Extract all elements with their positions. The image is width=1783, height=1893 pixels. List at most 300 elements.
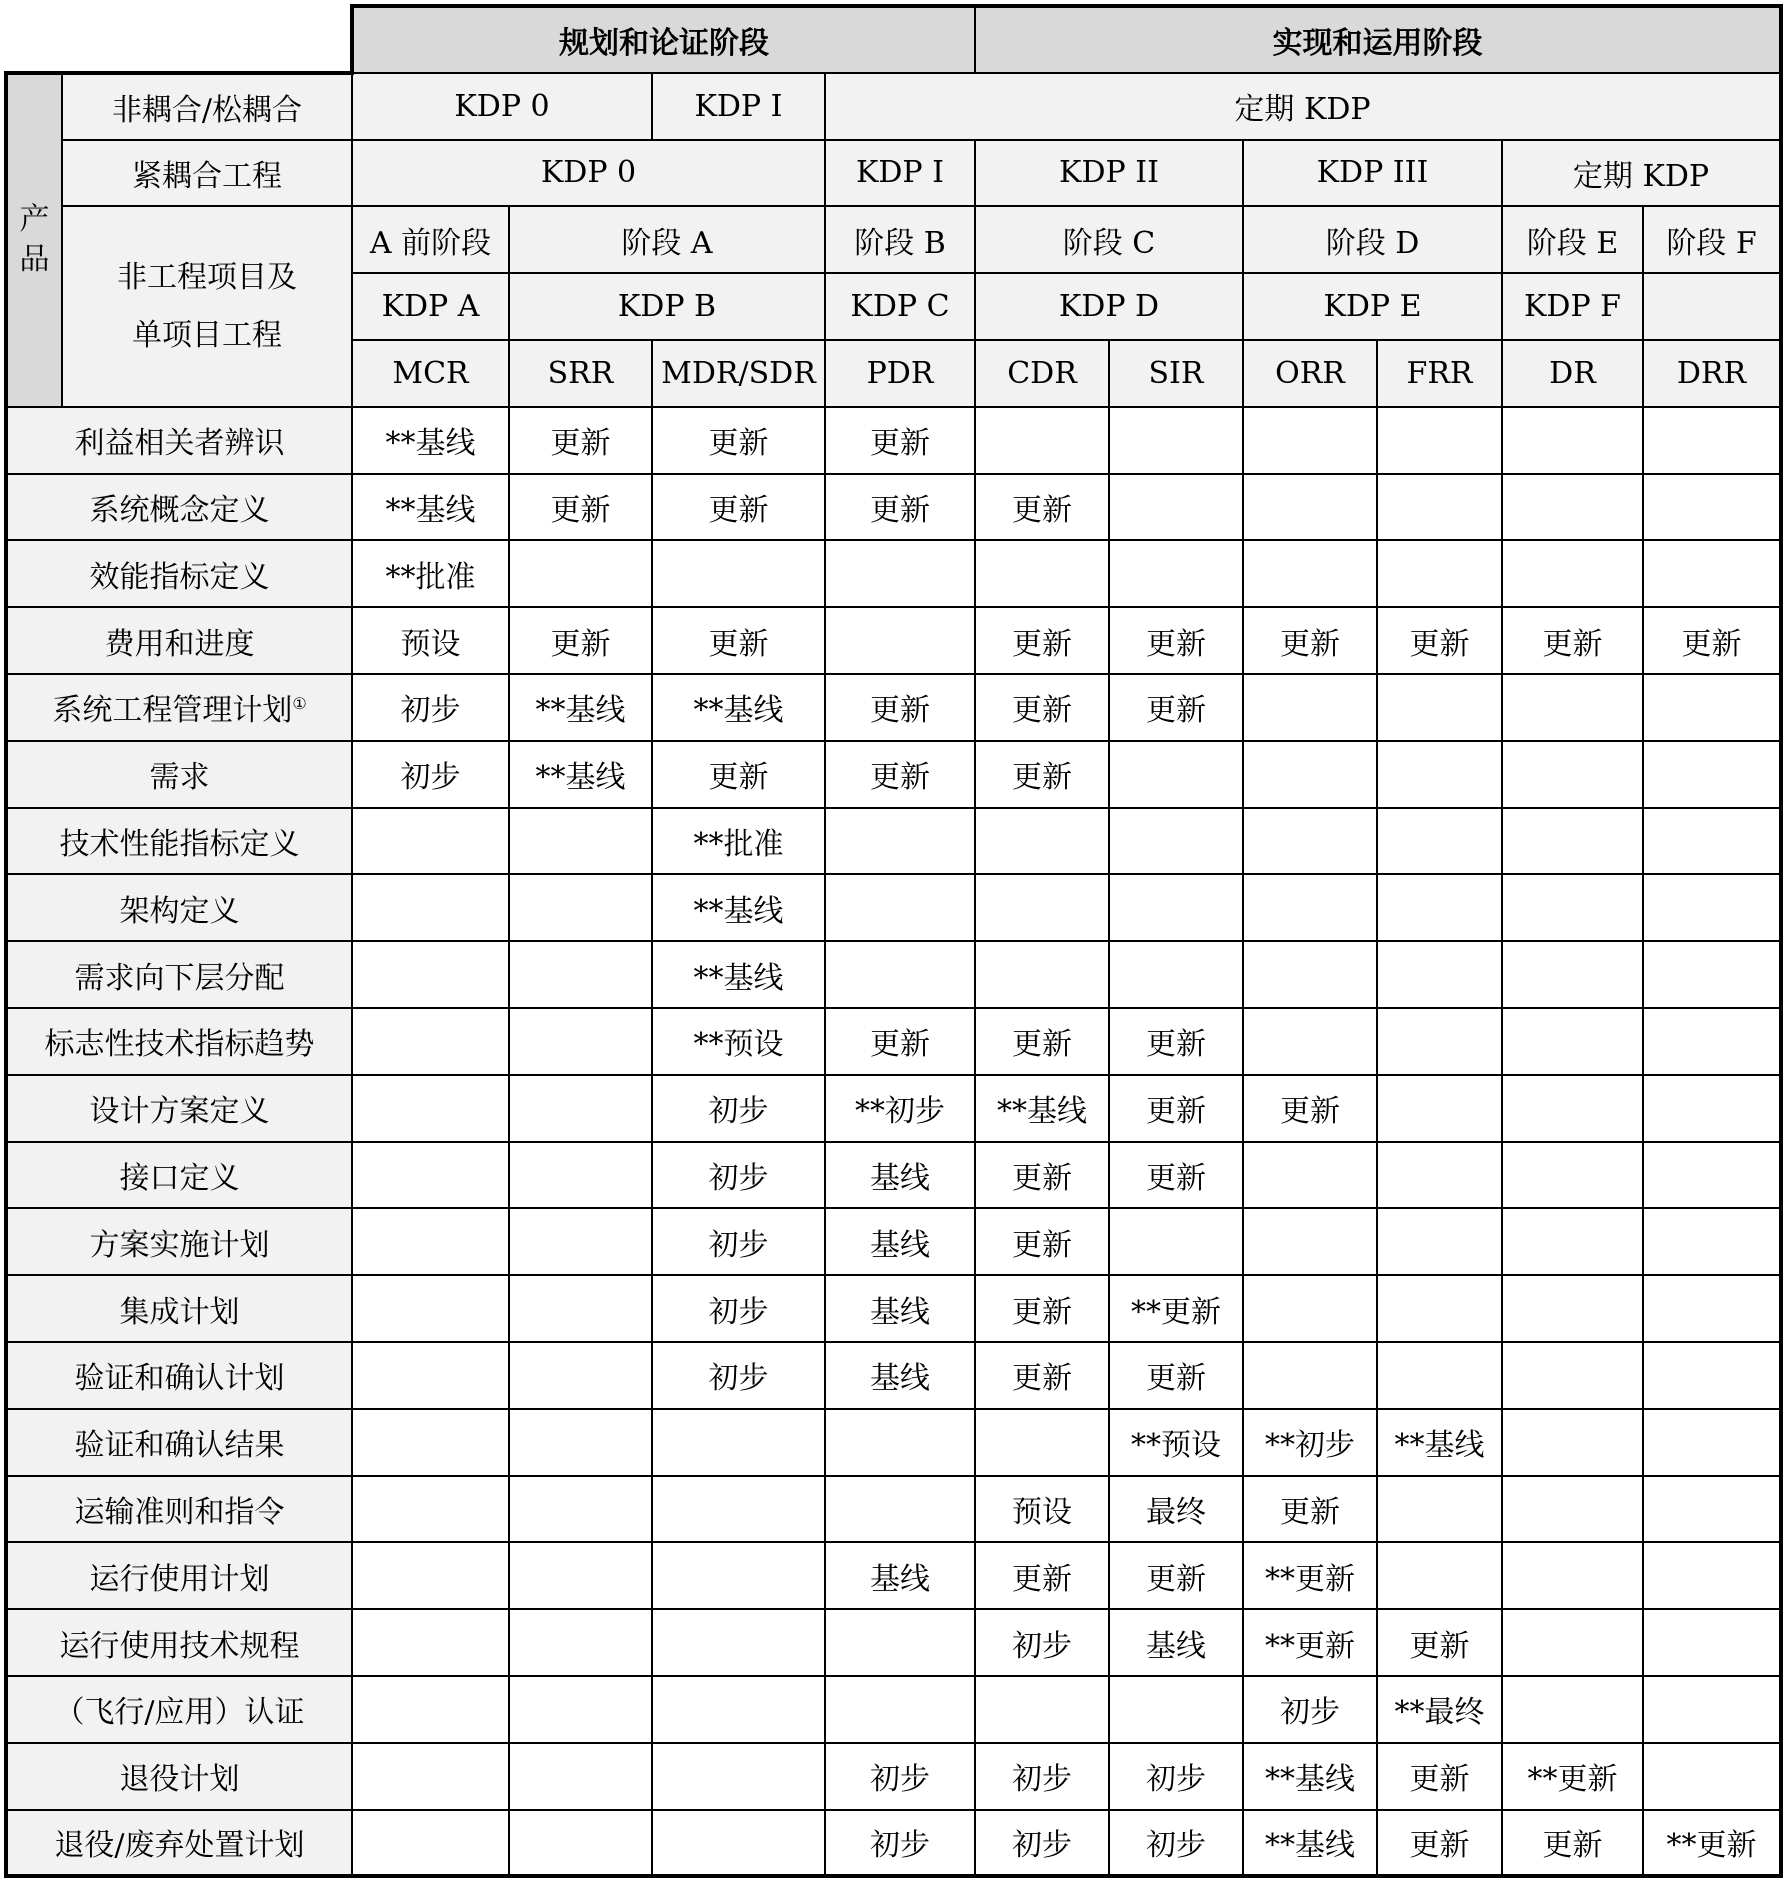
cell-cdr	[975, 941, 1109, 1008]
cell-sir	[1109, 874, 1243, 941]
cell-srr	[509, 1075, 652, 1142]
cell-dr	[1502, 674, 1643, 741]
cell-orr: **更新	[1243, 1542, 1377, 1609]
cell-pdr: 更新	[825, 674, 975, 741]
row-label-text: 费用和进度	[104, 626, 255, 662]
table-row	[6, 674, 1781, 741]
cell-cdr: 更新	[975, 741, 1109, 808]
kdp-blank	[1643, 273, 1781, 340]
cell-orr	[1243, 474, 1377, 541]
cell-srr	[509, 874, 652, 941]
cell-dr	[1502, 1609, 1643, 1676]
cell-pdr: 更新	[825, 407, 975, 474]
row-label	[6, 1542, 352, 1609]
cell-pdr: 基线	[825, 1208, 975, 1275]
row-label	[6, 874, 352, 941]
cell-dr: 更新	[1502, 1810, 1643, 1877]
table-row	[6, 1275, 1781, 1342]
cell-dr	[1502, 1476, 1643, 1543]
cell-orr	[1243, 1208, 1377, 1275]
cell-srr: 更新	[509, 474, 652, 541]
kdp-e: KDP E	[1243, 273, 1502, 340]
cell-srr	[509, 1008, 652, 1075]
row-label-text: 退役计划	[119, 1762, 240, 1798]
cell-dr: **更新	[1502, 1743, 1643, 1810]
cell-mcr	[352, 1676, 509, 1743]
table-row	[6, 874, 1781, 941]
cell-frr	[1377, 1275, 1502, 1342]
product-char-2: 品	[19, 242, 50, 278]
review-mcr: MCR	[352, 340, 509, 407]
cell-mdr-sdr: 更新	[652, 607, 825, 674]
cell-pdr	[825, 1609, 975, 1676]
cell-srr	[509, 1609, 652, 1676]
cell-pdr: 更新	[825, 1008, 975, 1075]
cell-srr	[509, 540, 652, 607]
cell-srr	[509, 808, 652, 875]
cell-srr: 更新	[509, 607, 652, 674]
cell-pdr: 更新	[825, 474, 975, 541]
cell-sir: **预设	[1109, 1409, 1243, 1476]
cell-mcr	[352, 1008, 509, 1075]
cell-frr	[1377, 1342, 1502, 1409]
cell-srr	[509, 1743, 652, 1810]
cell-frr	[1377, 874, 1502, 941]
cell-mdr-sdr: 初步	[652, 1075, 825, 1142]
row-label-text: 退役/废弃处置计划	[54, 1828, 305, 1864]
cell-sir	[1109, 474, 1243, 541]
cell-cdr	[975, 1409, 1109, 1476]
phase-c: 阶段 C	[975, 206, 1243, 273]
table-row	[6, 1609, 1781, 1676]
cell-srr	[509, 941, 652, 1008]
cell-orr: 更新	[1243, 607, 1377, 674]
cell-orr	[1243, 941, 1377, 1008]
cell-srr	[509, 1142, 652, 1209]
review-cdr: CDR	[975, 340, 1109, 407]
cell-sir: 更新	[1109, 607, 1243, 674]
row-label-text: 利益相关者辨识	[74, 426, 285, 462]
row-label	[6, 1008, 352, 1075]
cell-frr	[1377, 407, 1502, 474]
kdp-a: KDP A	[352, 273, 509, 340]
cell-sir: 基线	[1109, 1609, 1243, 1676]
row-label-text: （飞行/应用）认证	[54, 1695, 305, 1731]
cell-frr	[1377, 474, 1502, 541]
cell-pdr	[825, 607, 975, 674]
cell-orr	[1243, 808, 1377, 875]
loose-periodic-kdp: 定期 KDP	[825, 73, 1781, 140]
cell-mcr	[352, 1342, 509, 1409]
table-row	[6, 1142, 1781, 1209]
cell-frr	[1377, 741, 1502, 808]
row-label-text: 验证和确认计划	[74, 1361, 285, 1397]
cell-mcr	[352, 874, 509, 941]
cell-frr	[1377, 540, 1502, 607]
cell-frr: 更新	[1377, 607, 1502, 674]
row-label	[6, 1609, 352, 1676]
review-mdr-sdr: MDR/SDR	[652, 340, 825, 407]
row-label-text: 运行使用计划	[89, 1561, 270, 1597]
cell-frr: 更新	[1377, 1810, 1502, 1877]
table-row	[6, 1342, 1781, 1409]
table-row	[6, 407, 1781, 474]
table-row	[6, 1476, 1781, 1543]
cell-pdr	[825, 540, 975, 607]
cell-drr	[1643, 1409, 1781, 1476]
review-sir: SIR	[1109, 340, 1243, 407]
cell-sir	[1109, 407, 1243, 474]
cell-cdr	[975, 1676, 1109, 1743]
cell-mdr-sdr: 更新	[652, 474, 825, 541]
row-label	[6, 1810, 352, 1877]
cell-cdr: 更新	[975, 1542, 1109, 1609]
table-row	[6, 1008, 1781, 1075]
row-label	[6, 1142, 352, 1209]
row-label-text: 接口定义	[119, 1160, 240, 1196]
row-label-text: 架构定义	[119, 893, 240, 929]
cell-pdr: **初步	[825, 1075, 975, 1142]
row-label	[6, 1409, 352, 1476]
footnote-marker: ①	[292, 694, 307, 714]
review-pdr: PDR	[825, 340, 975, 407]
cell-dr	[1502, 941, 1643, 1008]
row-label-text: 效能指标定义	[89, 559, 270, 595]
cell-dr	[1502, 407, 1643, 474]
cell-cdr: 初步	[975, 1609, 1109, 1676]
phase-row	[6, 206, 1781, 273]
cell-mdr-sdr: **基线	[652, 674, 825, 741]
cell-mcr	[352, 1810, 509, 1877]
cell-cdr	[975, 874, 1109, 941]
cell-cdr	[975, 407, 1109, 474]
cell-sir: **更新	[1109, 1275, 1243, 1342]
realization-stage-header: 实现和运用阶段	[975, 6, 1781, 73]
cell-orr	[1243, 674, 1377, 741]
loose-coupling-row	[6, 73, 1781, 140]
cell-orr: **基线	[1243, 1743, 1377, 1810]
row-label-text: 技术性能指标定义	[59, 826, 300, 862]
cell-mdr-sdr: **基线	[652, 874, 825, 941]
cell-drr	[1643, 808, 1781, 875]
cell-mcr	[352, 808, 509, 875]
cell-orr: **更新	[1243, 1609, 1377, 1676]
row-label-text: 系统概念定义	[89, 492, 270, 528]
cell-mdr-sdr	[652, 1409, 825, 1476]
cell-mcr	[352, 1542, 509, 1609]
row-label	[6, 741, 352, 808]
cell-cdr: 更新	[975, 1342, 1109, 1409]
cell-drr	[1643, 1542, 1781, 1609]
cell-mdr-sdr	[652, 1676, 825, 1743]
cell-mcr: **基线	[352, 474, 509, 541]
cell-mdr-sdr: 初步	[652, 1342, 825, 1409]
cell-frr	[1377, 1008, 1502, 1075]
table-row	[6, 941, 1781, 1008]
cell-mdr-sdr: 更新	[652, 741, 825, 808]
cell-cdr: 更新	[975, 1142, 1109, 1209]
cell-drr	[1643, 1342, 1781, 1409]
cell-drr	[1643, 674, 1781, 741]
cell-pdr: 基线	[825, 1275, 975, 1342]
row-label	[6, 474, 352, 541]
row-label	[6, 607, 352, 674]
cell-pdr: 初步	[825, 1810, 975, 1877]
cell-drr	[1643, 741, 1781, 808]
cell-cdr: 更新	[975, 1275, 1109, 1342]
cell-mcr	[352, 1743, 509, 1810]
cell-sir	[1109, 808, 1243, 875]
cell-mcr	[352, 1275, 509, 1342]
cell-sir: 初步	[1109, 1743, 1243, 1810]
cell-drr	[1643, 407, 1781, 474]
cell-orr	[1243, 1008, 1377, 1075]
loose-kdp-1: KDP I	[652, 73, 825, 140]
cell-frr: 更新	[1377, 1743, 1502, 1810]
cell-cdr: **基线	[975, 1075, 1109, 1142]
product-char-1: 产	[19, 202, 50, 238]
table-row	[6, 1409, 1781, 1476]
cell-mdr-sdr: **批准	[652, 808, 825, 875]
cell-srr: **基线	[509, 741, 652, 808]
cell-srr	[509, 1342, 652, 1409]
phase-a: 阶段 A	[509, 206, 825, 273]
row-label-text: 标志性技术指标趋势	[44, 1027, 315, 1063]
cell-pdr	[825, 941, 975, 1008]
table-row	[6, 741, 1781, 808]
tight-kdp-1: KDP I	[825, 140, 975, 207]
cell-mdr-sdr: **基线	[652, 941, 825, 1008]
project-type-single-line1: 非工程项目及	[117, 259, 297, 295]
cell-drr	[1643, 1476, 1781, 1543]
cell-cdr: 预设	[975, 1476, 1109, 1543]
cell-cdr: 初步	[975, 1810, 1109, 1877]
cell-cdr: 更新	[975, 607, 1109, 674]
cell-mcr	[352, 941, 509, 1008]
cell-dr	[1502, 1142, 1643, 1209]
cell-sir	[1109, 540, 1243, 607]
cell-drr: **更新	[1643, 1810, 1781, 1877]
cell-drr	[1643, 941, 1781, 1008]
row-label	[6, 808, 352, 875]
review-drr: DRR	[1643, 340, 1781, 407]
cell-orr	[1243, 407, 1377, 474]
cell-mdr-sdr: **预设	[652, 1008, 825, 1075]
cell-drr: 更新	[1643, 607, 1781, 674]
cell-mdr-sdr	[652, 1542, 825, 1609]
phase-b: 阶段 B	[825, 206, 975, 273]
cell-srr	[509, 1409, 652, 1476]
cell-orr: **基线	[1243, 1810, 1377, 1877]
cell-cdr: 更新	[975, 1208, 1109, 1275]
cell-mcr: **批准	[352, 540, 509, 607]
row-label	[6, 407, 352, 474]
cell-frr	[1377, 1142, 1502, 1209]
review-srr: SRR	[509, 340, 652, 407]
cell-sir: 最终	[1109, 1476, 1243, 1543]
cell-dr	[1502, 1676, 1643, 1743]
project-type-loose: 非耦合/松耦合	[62, 73, 352, 140]
cell-drr	[1643, 874, 1781, 941]
table-row	[6, 1676, 1781, 1743]
cell-sir: 更新	[1109, 1008, 1243, 1075]
cell-sir	[1109, 941, 1243, 1008]
table-row	[6, 808, 1781, 875]
cell-mcr: **基线	[352, 407, 509, 474]
cell-sir	[1109, 1208, 1243, 1275]
row-label	[6, 1743, 352, 1810]
kdp-f: KDP F	[1502, 273, 1643, 340]
cell-mdr-sdr	[652, 1810, 825, 1877]
kdp-product-table	[4, 4, 1783, 1878]
cell-orr	[1243, 1142, 1377, 1209]
row-label-text: 需求	[149, 760, 210, 796]
cell-mcr: 预设	[352, 607, 509, 674]
cell-pdr	[825, 874, 975, 941]
cell-mcr	[352, 1075, 509, 1142]
cell-frr: **最终	[1377, 1676, 1502, 1743]
cell-cdr	[975, 540, 1109, 607]
cell-drr	[1643, 1008, 1781, 1075]
cell-mcr: 初步	[352, 741, 509, 808]
cell-pdr: 更新	[825, 741, 975, 808]
cell-drr	[1643, 1208, 1781, 1275]
row-label-text: 运行使用技术规程	[59, 1628, 300, 1664]
product-label	[6, 73, 62, 407]
row-label	[6, 674, 352, 741]
cell-orr	[1243, 874, 1377, 941]
kdp-b: KDP B	[509, 273, 825, 340]
cell-dr	[1502, 1342, 1643, 1409]
cell-pdr: 初步	[825, 1743, 975, 1810]
cell-frr	[1377, 808, 1502, 875]
cell-orr: 初步	[1243, 1676, 1377, 1743]
cell-pdr	[825, 1676, 975, 1743]
cell-sir: 更新	[1109, 1342, 1243, 1409]
kdp-c: KDP C	[825, 273, 975, 340]
cell-pdr: 基线	[825, 1542, 975, 1609]
row-label	[6, 540, 352, 607]
cell-dr: 更新	[1502, 607, 1643, 674]
cell-frr	[1377, 1208, 1502, 1275]
row-label-text: 运输准则和指令	[74, 1494, 285, 1530]
row-label-text: 系统工程管理计划	[52, 693, 293, 729]
cell-dr	[1502, 1008, 1643, 1075]
project-type-tight: 紧耦合工程	[62, 140, 352, 207]
row-label	[6, 941, 352, 1008]
cell-dr	[1502, 1542, 1643, 1609]
row-label	[6, 1476, 352, 1543]
table-row	[6, 1810, 1781, 1877]
cell-pdr	[825, 1476, 975, 1543]
row-label	[6, 1342, 352, 1409]
cell-mdr-sdr	[652, 1476, 825, 1543]
planning-stage-header: 规划和论证阶段	[352, 6, 975, 73]
phase-e: 阶段 E	[1502, 206, 1643, 273]
phase-pre-a: A 前阶段	[352, 206, 509, 273]
cell-srr	[509, 1476, 652, 1543]
cell-drr	[1643, 1676, 1781, 1743]
row-label-text: 设计方案定义	[89, 1094, 270, 1130]
cell-dr	[1502, 1275, 1643, 1342]
cell-mcr	[352, 1142, 509, 1209]
tight-kdp-3: KDP III	[1243, 140, 1502, 207]
table-row	[6, 540, 1781, 607]
row-label	[6, 1275, 352, 1342]
cell-mdr-sdr	[652, 1743, 825, 1810]
row-label	[6, 1075, 352, 1142]
cell-sir: 更新	[1109, 674, 1243, 741]
cell-frr	[1377, 1075, 1502, 1142]
table-row	[6, 1075, 1781, 1142]
cell-sir	[1109, 741, 1243, 808]
review-orr: ORR	[1243, 340, 1377, 407]
cell-dr	[1502, 540, 1643, 607]
review-frr: FRR	[1377, 340, 1502, 407]
cell-dr	[1502, 741, 1643, 808]
cell-mcr	[352, 1609, 509, 1676]
tight-periodic-kdp: 定期 KDP	[1502, 140, 1781, 207]
row-label-text: 需求向下层分配	[74, 960, 285, 996]
cell-cdr: 初步	[975, 1743, 1109, 1810]
stage-header-row	[6, 6, 1781, 73]
cell-orr	[1243, 1342, 1377, 1409]
cell-mdr-sdr: 初步	[652, 1275, 825, 1342]
cell-dr	[1502, 1409, 1643, 1476]
cell-frr	[1377, 1476, 1502, 1543]
table-row	[6, 1208, 1781, 1275]
project-type-single-line2: 单项目工程	[132, 317, 282, 353]
table-row	[6, 1542, 1781, 1609]
cell-drr	[1643, 1743, 1781, 1810]
cell-cdr: 更新	[975, 474, 1109, 541]
cell-orr: **初步	[1243, 1409, 1377, 1476]
cell-cdr: 更新	[975, 674, 1109, 741]
cell-dr	[1502, 874, 1643, 941]
cell-pdr	[825, 1409, 975, 1476]
table-row	[6, 1743, 1781, 1810]
cell-srr: **基线	[509, 674, 652, 741]
cell-drr	[1643, 540, 1781, 607]
cell-frr	[1377, 941, 1502, 1008]
cell-mcr: 初步	[352, 674, 509, 741]
cell-srr	[509, 1542, 652, 1609]
cell-srr	[509, 1810, 652, 1877]
kdp-product-table-container	[4, 4, 1783, 1878]
cell-sir: 初步	[1109, 1810, 1243, 1877]
cell-cdr: 更新	[975, 1008, 1109, 1075]
row-label-text: 验证和确认结果	[74, 1428, 285, 1464]
cell-srr: 更新	[509, 407, 652, 474]
cell-frr	[1377, 674, 1502, 741]
cell-srr	[509, 1275, 652, 1342]
cell-dr	[1502, 1208, 1643, 1275]
cell-orr: 更新	[1243, 1476, 1377, 1543]
cell-dr	[1502, 1075, 1643, 1142]
table-row	[6, 474, 1781, 541]
cell-dr	[1502, 808, 1643, 875]
cell-mdr-sdr: 初步	[652, 1142, 825, 1209]
cell-frr: 更新	[1377, 1609, 1502, 1676]
tight-kdp-2: KDP II	[975, 140, 1243, 207]
cell-orr	[1243, 741, 1377, 808]
row-label	[6, 1208, 352, 1275]
review-dr: DR	[1502, 340, 1643, 407]
phase-d: 阶段 D	[1243, 206, 1502, 273]
tight-kdp-0: KDP 0	[352, 140, 825, 207]
blank-corner-cell	[6, 6, 352, 73]
cell-orr: 更新	[1243, 1075, 1377, 1142]
